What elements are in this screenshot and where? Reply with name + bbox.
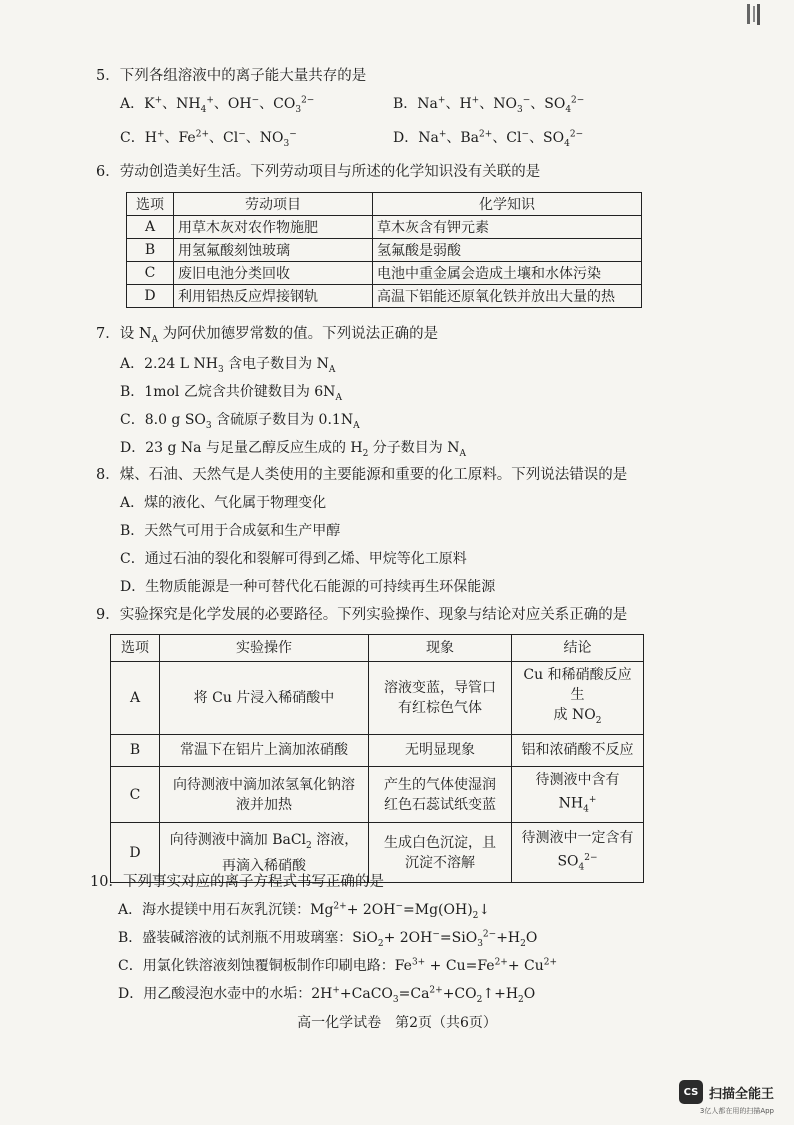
q8-option-c: C．通过石油的裂化和裂解可得到乙烯、甲烷等化工原料 xyxy=(120,551,467,567)
q8-stem: 8．煤、石油、天然气是人类使用的主要能源和重要的化工原料。下列说法错误的是 xyxy=(96,467,628,483)
table-cell: 草木灰含有钾元素 xyxy=(373,216,642,239)
table-row xyxy=(111,662,644,735)
watermark-subtitle: 3亿人都在用的扫描App xyxy=(699,1107,774,1115)
table-cell: 高温下铝能还原氧化铁并放出大量的热 xyxy=(373,285,642,308)
table-cell: 待测液中一定含有 $SO_4^{2-}$ xyxy=(512,823,644,883)
table-cell: 废旧电池分类回收 xyxy=(174,262,373,285)
table-row xyxy=(127,216,642,239)
table-row xyxy=(111,766,644,822)
table-cell: B xyxy=(127,239,174,262)
table-cell: Cu 和稀硝酸反应生 成 $NO_2$ xyxy=(512,662,644,735)
table-cell: 用草木灰对农作物施肥 xyxy=(174,216,373,239)
q9-stem: 9．实验探究是化学发展的必要路径。下列实验操作、现象与结论对应关系正确的是 xyxy=(96,607,628,623)
table-cell: A xyxy=(127,216,174,239)
q6-stem: 6．劳动创造美好生活。下列劳动项目与所述的化学知识没有关联的是 xyxy=(96,164,541,180)
camscanner-logo: CS xyxy=(679,1080,703,1104)
table-cell: 向待测液中滴加浓氢氧化钠溶 液并加热 xyxy=(160,766,369,822)
watermark-name: 扫描全能王 xyxy=(708,1086,774,1102)
table-cell: 常温下在铝片上滴加浓硝酸 xyxy=(160,734,369,766)
table-cell: 将 Cu 片浸入稀硝酸中 xyxy=(160,662,369,735)
scanner-watermark xyxy=(679,1080,774,1115)
q8-option-a: A．煤的液化、气化属于物理变化 xyxy=(120,495,327,511)
table-cell: 待测液中含有 $NH_4^+$ xyxy=(512,766,644,822)
table-cell: 铝和浓硝酸不反应 xyxy=(512,734,644,766)
q7-option-b: B．1mol 乙烷含共价键数目为 $6N_A$ xyxy=(120,384,342,403)
table-row xyxy=(127,262,642,285)
table-header: 选项 xyxy=(127,193,174,216)
q5-option-c: C．H+、$Fe^{2+}$、Cl−、$NO_3^-$ xyxy=(120,129,297,149)
table-cell: 生成白色沉淀，且 沉淀不溶解 xyxy=(369,823,512,883)
page-footer: 高一化学试卷 第2页（共6页） xyxy=(297,1015,497,1031)
table-header-row xyxy=(127,193,642,216)
table-header: 现象 xyxy=(369,635,512,662)
table-row xyxy=(127,285,642,308)
q9-table xyxy=(110,634,644,883)
table-header-row xyxy=(111,635,644,662)
table-cell: 氢氟酸是弱酸 xyxy=(373,239,642,262)
table-row xyxy=(111,734,644,766)
table-cell: 用氢氟酸刻蚀玻璃 xyxy=(174,239,373,262)
q5-stem: 5．下列各组溶液中的离子能大量共存的是 xyxy=(96,68,367,84)
q8-option-d: D．生物质能源是一种可替代化石能源的可持续再生环保能源 xyxy=(120,579,496,595)
table-header: 劳动项目 xyxy=(174,193,373,216)
table-cell: D xyxy=(111,823,160,883)
q10-stem: 10．下列事实对应的离子方程式书写正确的是 xyxy=(90,874,384,890)
q6-table xyxy=(126,192,642,308)
q5-option-d: D．Na+、$Ba^{2+}$、Cl−、$SO_4^{2-}$ xyxy=(393,129,584,149)
table-cell: 产生的气体使湿润 红色石蕊试纸变蓝 xyxy=(369,766,512,822)
q5-option-b: B．Na+、H+、$NO_3^-$、$SO_4^{2-}$ xyxy=(393,95,585,115)
table-cell: 电池中重金属会造成土壤和水体污染 xyxy=(373,262,642,285)
q10-option-c: C．用氯化铁溶液刻蚀覆铜板制作印刷电路：$Fe^{3+} + Cu=Fe^{2+}+ Cu^{2+}$ xyxy=(118,957,558,974)
q7-option-d: D．23 g Na 与足量乙醇反应生成的 $H_2$ 分子数目为 $N_A$ xyxy=(120,440,466,459)
q7-option-a: A．2.24 L $NH_3$ 含电子数目为 $N_A$ xyxy=(120,356,336,375)
table-cell: 溶液变蓝，导管口 有红棕色气体 xyxy=(369,662,512,735)
table-header: 结论 xyxy=(512,635,644,662)
table-cell: C xyxy=(127,262,174,285)
table-cell: D xyxy=(127,285,174,308)
table-cell: 无明显现象 xyxy=(369,734,512,766)
q10-option-b: B．盛装碱溶液的试剂瓶不用玻璃塞：$SiO_2+ 2OH^-=SiO_3^{2-}+H_2O$ xyxy=(118,929,538,949)
q8-option-b: B．天然气可用于合成氨和生产甲醇 xyxy=(120,523,341,539)
table-cell: C xyxy=(111,766,160,822)
table-cell: B xyxy=(111,734,160,766)
table-cell: A xyxy=(111,662,160,735)
q10-option-a: A．海水提镁中用石灰乳沉镁：$Mg^{2+}+$ $2OH^-=Mg(OH)_2↓$ xyxy=(118,901,491,921)
scan-corner-mark xyxy=(744,4,762,26)
q7-option-c: C．8.0 g $SO_3$ 含硫原子数目为 $0.1N_A$ xyxy=(120,412,360,431)
q10-option-d: D．用乙酸浸泡水壶中的水垢：$2H^++CaCO_3=Ca^{2+}+CO_2↑+H_2O$ xyxy=(118,985,536,1005)
table-header: 实验操作 xyxy=(160,635,369,662)
table-cell: 利用铝热反应焊接钢轨 xyxy=(174,285,373,308)
table-cell: 向待测液中滴加 BaCl$_2$ 溶液， 再滴入稀硝酸 xyxy=(160,823,369,883)
table-header: 化学知识 xyxy=(373,193,642,216)
q5-option-a: A．K+、$NH_4^+$、OH−、$CO_3^{2-}$ xyxy=(120,95,315,115)
q7-stem: 7．设 $N_A$ 为阿伏加德罗常数的值。下列说法正确的是 xyxy=(96,326,439,345)
table-header: 选项 xyxy=(111,635,160,662)
table-row xyxy=(127,239,642,262)
